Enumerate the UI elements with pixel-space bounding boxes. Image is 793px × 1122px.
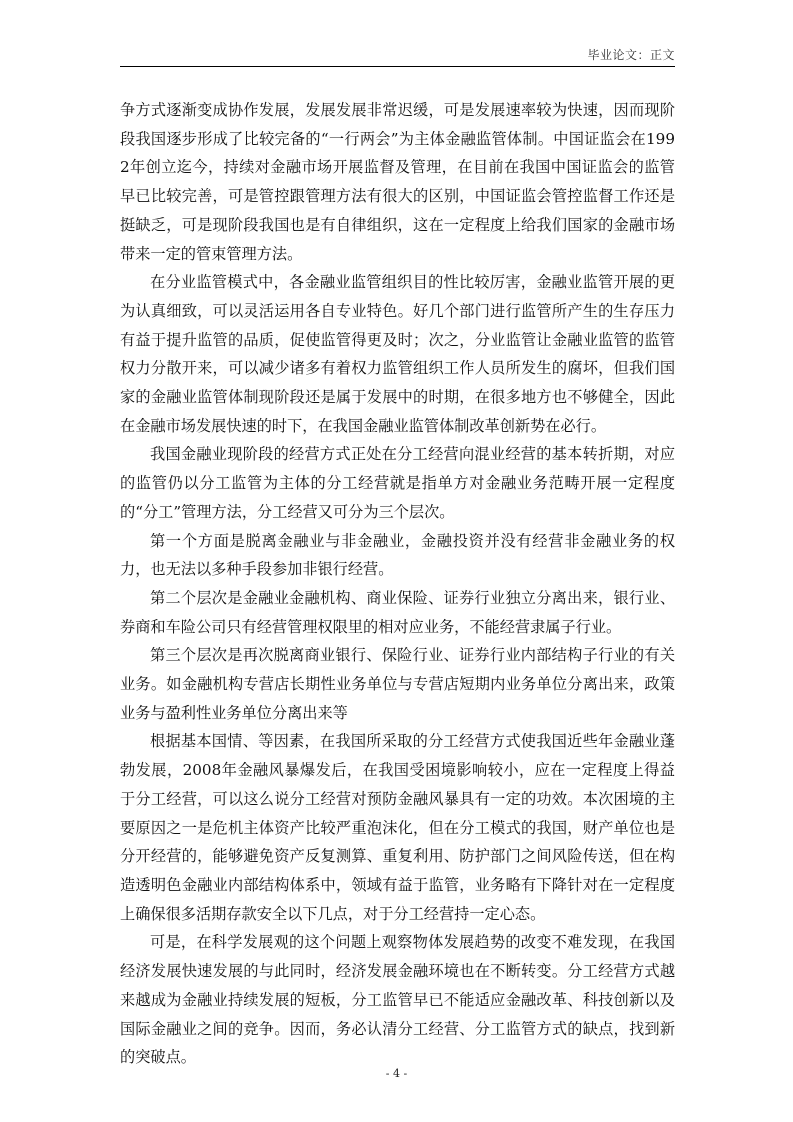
paragraph-2: 在分业监管模式中，各金融业监管组织目的性比较厉害，金融业监管开展的更为认真细致，可以灵活运用各自专业特色。好几个部门进行监管所产生的生存压力有益于提升监管的品质，促使监管得更及时；次之，分业监管让金融业监管的监管权力分散开来，可以减少诸多有着权力监管组织工作人员所发生的腐坏，但我们国家的金融业监管体制现阶段还是属于发展中的时期，在很多地方也不够健全，因此在金融市场发展快速的时下，在我国金融业监管体制改革创新势在必行。 [120,273,675,435]
paragraph-5: 第二个层次是金融业金融机构、商业保险、证券行业独立分离出来，银行业、券商和车险公司只有经营管理权限里的相对应业务，不能经营隶属子行业。 [120,588,675,636]
page-header [120,44,675,67]
header-title: 毕业论文：正文 [587,48,675,62]
paragraph-6: 第三个层次是再次脱离商业银行、保险行业、证券行业内部结构子行业的有关业务。如金融机构专营店长期性业务单位与专营店短期内业务单位分离出来，政策业务与盈利性业务单位分离出来等 [120,646,675,722]
paragraph-4: 第一个方面是脱离金融业与非金融业，金融投资并没有经营非金融业务的权力，也无法以多种手段参加非银行经营。 [120,531,675,579]
paragraph-8: 可是，在科学发展观的这个问题上观察物体发展趋势的改变不难发现，在我国经济发展快速发展的与此同时，经济发展金融环境也在不断转变。分工经营方式越来越成为金融业持续发展的短板，分工监管早已不能适应金融改革、科技创新以及国际金融业之间的竞争。因而，务必认清分工经营、分工监管方式的缺点，找到新的突破点。 [120,933,675,1067]
document-body [120,96,675,1072]
paragraph-1: 争方式逐渐变成协作发展，发展发展非常迟缓，可是发展速率较为快速，因而现阶段我国逐步形成了比较完备的“一行两会”为主体金融监管体制。中国证监会在1992年创立迄今，持续对金融市场开展监督及管理，在目前在我国中国证监会的监管早已比较完善，可是管控跟管理方法有很大的区别，中国证监会管控监督工作还是挺缺乏，可是现阶段我国也是有自律组织，这在一定程度上给我们国家的金融市场带来一定的管束管理方法。 [120,101,675,263]
page-number: - 4 - [385,1067,408,1080]
paragraph-7: 根据基本国情、等因素，在我国所采取的分工经营方式使我国近些年金融业蓬勃发展，2008年金融风暴爆发后，在我国受困境影响较小，应在一定程度上得益于分工经营，可以这么说分工经营对预防金融风暴具有一定的功效。本次困境的主要原因之一是危机主体资产比较严重泡沫化，但在分工模式的我国，财产单位也是分开经营的，能够避免资产反复测算、重复利用、防护部门之间风险传送，但在构造透明色金融业内部结构体系中，领域有益于监管，业务略有下降针对在一定程度上确保很多活期存款安全以下几点，对于分工经营持一定心态。 [120,732,675,923]
paragraph-3: 我国金融业现阶段的经营方式正处在分工经营向混业经营的基本转折期，对应的监管仍以分工监管为主体的分工经营就是指单方对金融业务范畴开展一定程度的“分工”管理方法，分工经营又可分为三个层次。 [120,445,675,521]
